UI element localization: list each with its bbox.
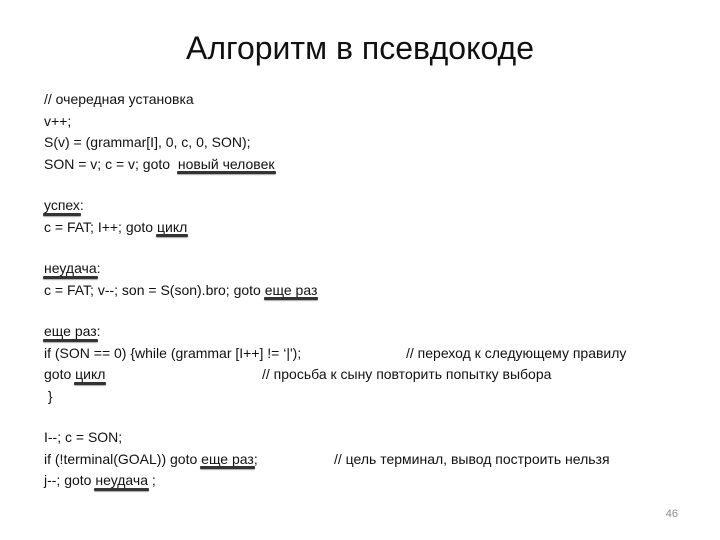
code-text: j--; goto: [44, 472, 96, 488]
label-reference-eshche-raz: еще раз: [265, 280, 318, 302]
spacer: [44, 407, 704, 427]
spacer: [44, 175, 704, 195]
code-line: [44, 280, 704, 302]
label-neudacha: неудача: [44, 258, 97, 280]
code-comment: // просьба к сыну повторить попытку выбора: [262, 366, 552, 382]
code-text: ;: [253, 450, 258, 467]
spacer: [44, 238, 704, 258]
code-line: [44, 258, 704, 280]
code-text: v++;: [44, 112, 72, 129]
label-reference-eshche-raz: еще раз: [201, 449, 254, 471]
code-text: I--; c = SON;: [44, 429, 123, 445]
code-line: [44, 111, 704, 133]
code-comment: // очередная установка: [44, 91, 194, 107]
code-line: [44, 449, 704, 471]
code-line: [44, 132, 704, 154]
code-line: [44, 470, 704, 492]
code-comment: // переход к следующему правилу: [406, 344, 627, 361]
spacer: [44, 301, 704, 321]
code-line: [44, 427, 704, 449]
label-reference-cikl: цикл: [157, 217, 187, 239]
label-reference-neudacha: неудача: [95, 470, 148, 492]
code-line: [44, 321, 704, 343]
code-text: c = FAT; I++; goto: [44, 218, 157, 235]
code-line: [44, 364, 704, 386]
code-text: c = FAT; v--; son = S(son).bro; goto: [44, 281, 265, 298]
label-uspeh: успех: [44, 195, 80, 217]
code-line: [44, 195, 704, 217]
code-text: SON = v; c = v; goto: [44, 155, 178, 172]
code-text: :: [96, 260, 101, 276]
code-text: :: [96, 323, 101, 339]
label-reference-novyi-chelovek: новый человек: [178, 154, 275, 176]
code-comment: // цель терминал, вывод построить нельзя: [334, 450, 610, 467]
page-number: 46: [665, 508, 678, 520]
code-text: }: [44, 387, 53, 404]
label-reference-cikl: цикл: [75, 364, 105, 386]
label-eshche-raz: еще раз: [44, 321, 97, 343]
code-text: if (SON == 0) {while (grammar [I++] != ‘|');: [44, 344, 302, 361]
code-line: [44, 154, 704, 176]
code-line: [44, 217, 704, 239]
code-line: [44, 386, 704, 408]
code-text: :: [79, 197, 84, 213]
code-text: S(v) = (grammar[I], 0, c, 0, SON);: [44, 134, 251, 150]
code-line: [44, 89, 704, 111]
code-text: if (!terminal(GOAL)) goto: [44, 450, 202, 467]
pseudocode-block: [44, 89, 704, 492]
code-line: [44, 343, 704, 365]
code-text: goto: [44, 366, 76, 382]
slide-title: Алгоритм в псевдокоде: [185, 30, 535, 66]
code-text: ;: [147, 472, 156, 488]
